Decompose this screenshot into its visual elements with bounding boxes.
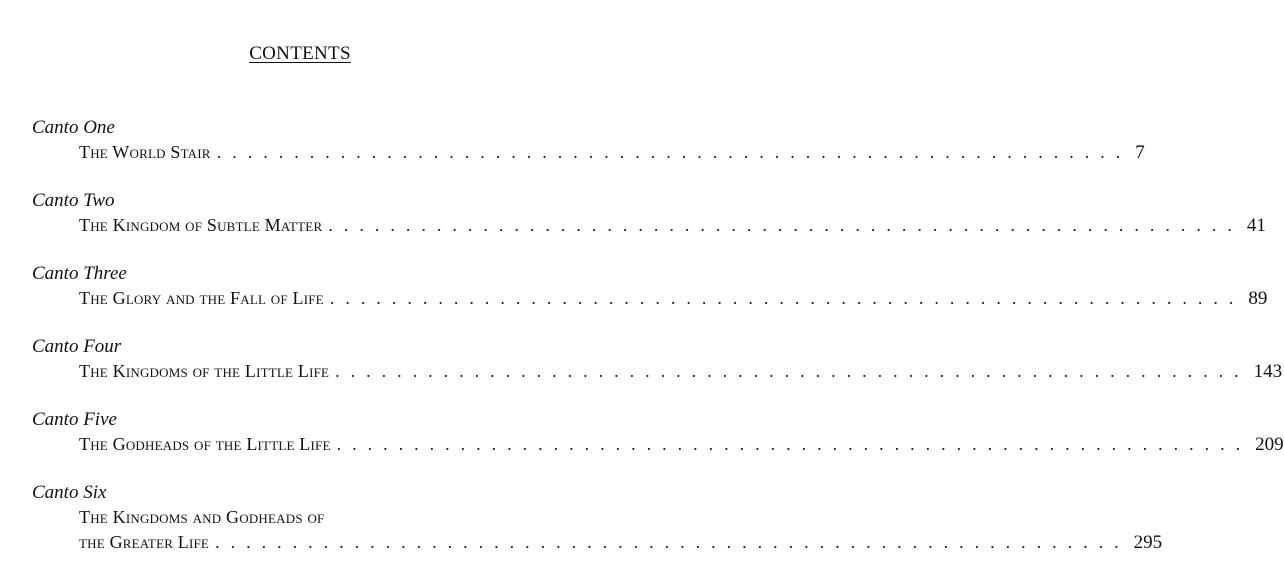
canto-label: Canto One xyxy=(32,117,115,138)
entry-title: The Glory and the Fall of Life xyxy=(79,288,324,308)
dot-leader: ........................................................... xyxy=(329,288,1245,308)
entry-title: the Greater Life xyxy=(79,532,210,552)
dot-leader: ........................................................... xyxy=(336,434,1252,454)
page-number: 143 xyxy=(1253,361,1283,382)
entry-title-line[interactable]: The Kingdoms and Godheads of xyxy=(79,507,325,527)
entry-title: The Kingdom of Subtle Matter xyxy=(79,215,323,235)
canto-label: Canto Two xyxy=(32,190,115,211)
toc-entry[interactable] xyxy=(79,288,1268,312)
canto-label: Canto Three xyxy=(32,263,127,284)
page-number: 209 xyxy=(1255,434,1284,455)
toc-entry[interactable] xyxy=(79,532,1163,556)
canto-label: Canto Five xyxy=(32,409,117,430)
toc-entry[interactable] xyxy=(79,142,1145,166)
dot-leader: ........................................................... xyxy=(215,532,1130,552)
page-number: 41 xyxy=(1246,215,1266,236)
dot-leader: ........................................................... xyxy=(328,215,1243,235)
canto-label: Canto Four xyxy=(32,336,122,357)
entry-title: The World Stair xyxy=(79,142,211,162)
dot-leader: ........................................................... xyxy=(216,142,1132,162)
page-number: 89 xyxy=(1248,288,1268,309)
canto-label: Canto Six xyxy=(32,482,107,503)
entry-title: The Godheads of the Little Life xyxy=(79,434,331,454)
page-number: 295 xyxy=(1133,532,1163,553)
entry-title: The Kingdoms of the Little Life xyxy=(79,361,330,381)
page-number: 7 xyxy=(1135,142,1145,163)
contents-heading: CONTENTS xyxy=(249,43,351,64)
dot-leader: ........................................................... xyxy=(335,361,1250,381)
toc-entry[interactable] xyxy=(79,434,1284,458)
toc-entry[interactable] xyxy=(79,215,1266,239)
toc-entry[interactable] xyxy=(79,361,1283,385)
